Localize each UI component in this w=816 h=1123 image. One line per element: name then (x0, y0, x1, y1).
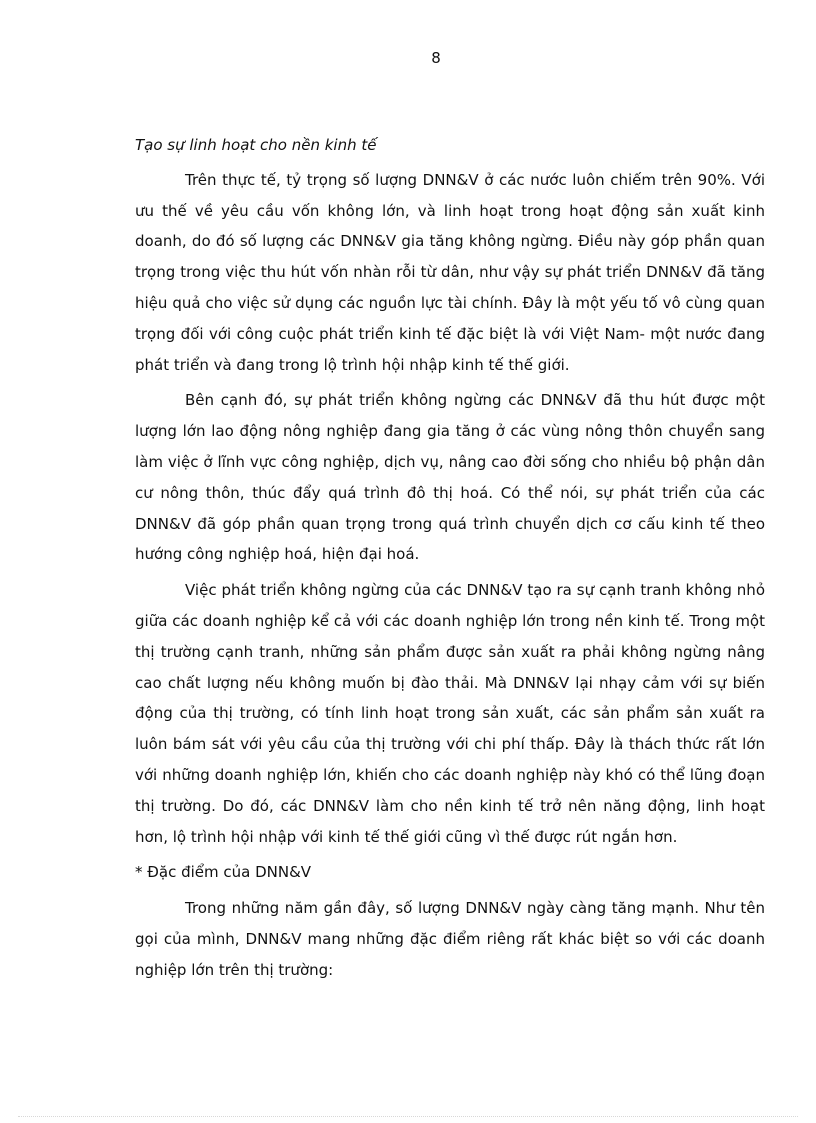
paragraph-3: Việc phát triển không ngừng của các DNN&V tạo ra sự cạnh tranh không nhỏ giữa các doanh nghiệp kể cả với các doanh nghiệp lớn trong nền kinh tế. Trong một thị trường cạnh tranh, những sản phẩm được sản xuất ra phải không ngừng nâng cao chất lượng nếu không muốn bị đào thải. Mà DNN&V lại nhạy cảm với sự biến động của thị trường, có tính linh hoạt trong sản xuất, các sản phẩm sản xuất ra luôn bám sát với yêu cầu của thị trường với chi phí thấp. Đây là thách thức rất lớn với những doanh nghiệp lớn, khiến cho các doanh nghiệp này khó có thể lũng đoạn thị trường. Do đó, các DNN&V làm cho nền kinh tế trở nên năng động, linh hoạt hơn, lộ trình hội nhập với kinh tế thế giới cũng vì thế được rút ngắn hơn. (135, 581, 765, 846)
document-body (135, 130, 765, 991)
section-heading: Tạo sự linh hoạt cho nền kinh tế (135, 136, 377, 154)
page-number: 8 (431, 49, 441, 67)
paragraph-1: Trên thực tế, tỷ trọng số lượng DNN&V ở các nước luôn chiếm trên 90%. Với ưu thế về yêu cầu vốn không lớn, và linh hoạt trong hoạt động sản xuất kinh doanh, do đó số lượng các DNN&V gia tăng không ngừng. Điều này góp phần quan trọng trong việc thu hút vốn nhàn rỗi từ dân, như vậy sự phát triển DNN&V đã tăng hiệu quả cho việc sử dụng các nguồn lực tài chính. Đây là một yếu tố vô cùng quan trọng đối với công cuộc phát triển kinh tế đặc biệt là với Việt Nam- một nước đang phát triển và đang trong lộ trình hội nhập kinh tế thế giới. (135, 170, 765, 374)
paragraph-4: Trong những năm gần đây, số lượng DNN&V ngày càng tăng mạnh. Như tên gọi của mình, DNN&V mang những đặc điểm riêng rất khác biệt so với các doanh nghiệp lớn trên thị trường: (135, 899, 765, 979)
subsection-heading: * Đặc điểm của DNN&V (135, 863, 312, 882)
paragraph-2: Bên cạnh đó, sự phát triển không ngừng các DNN&V đã thu hút được một lượng lớn lao động nông nghiệp đang gia tăng ở các vùng nông thôn chuyển sang làm việc ở lĩnh vực công nghiệp, dịch vụ, nâng cao đời sống cho nhiều bộ phận dân cư nông thôn, thúc đẩy quá trình đô thị hoá. Có thể nói, sự phát triển của các DNN&V đã góp phần quan trọng trong quá trình chuyển dịch cơ cấu kinh tế theo hướng công nghiệp hoá, hiện đại hoá. (135, 391, 765, 564)
page-bottom-divider (18, 1116, 798, 1117)
